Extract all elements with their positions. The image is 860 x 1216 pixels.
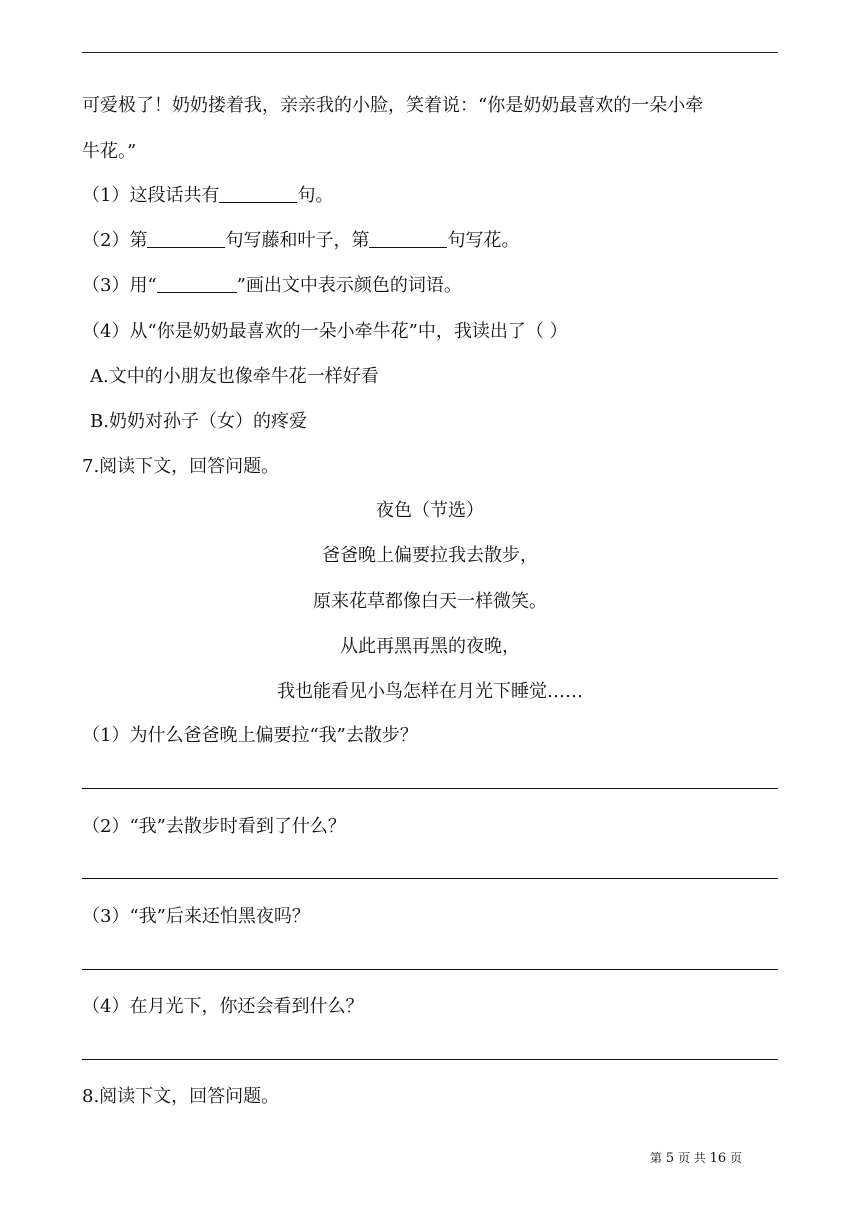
poem-line-3: 从此再黑再黑的夜晚，	[340, 636, 520, 657]
fill-blank-3[interactable]	[369, 229, 447, 248]
answer-line-1[interactable]	[82, 788, 778, 789]
q7-question-1: （1）为什么爸爸晚上偏要拉“我”去散步？	[82, 725, 418, 746]
answer-line-3[interactable]	[82, 969, 778, 970]
answer-line-4[interactable]	[82, 1059, 778, 1060]
passage-line-2: 牛花。”	[82, 141, 137, 162]
poem-title: 夜色（节选）	[376, 500, 484, 521]
q6-sub2-suffix: 句写花。	[447, 230, 520, 251]
q6-sub1	[82, 184, 333, 208]
q8-heading: 8.阅读下文，回答问题。	[82, 1086, 280, 1107]
q6-sub2	[82, 229, 519, 253]
poem-line-2: 原来花草都像白天一样微笑。	[313, 591, 547, 612]
footer-total-pages: 16	[709, 1151, 727, 1166]
footer-prefix: 第	[650, 1151, 663, 1165]
q7-heading: 7.阅读下文，回答问题。	[82, 456, 280, 477]
header-rule	[82, 52, 778, 53]
q6-sub3	[82, 274, 462, 298]
poem-line-4: 我也能看见小鸟怎样在月光下睡觉……	[277, 681, 583, 702]
q7-question-3: （3）“我”后来还怕黑夜吗？	[82, 906, 310, 927]
q7-question-2: （2）“我”去散步时看到了什么？	[82, 816, 346, 837]
page-footer	[650, 1150, 742, 1167]
q6-option-b[interactable]: B.奶奶对孙子（女）的疼爱	[90, 411, 307, 432]
q6-sub1-suffix: 句。	[297, 185, 334, 206]
fill-blank-4[interactable]	[157, 274, 237, 293]
q7-question-4: （4）在月光下，你还会看到什么？	[82, 996, 364, 1017]
fill-blank-1[interactable]	[219, 184, 297, 203]
q6-sub3-suffix: ”画出文中表示颜色的词语。	[236, 275, 462, 296]
q6-option-a[interactable]: A.文中的小朋友也像牵牛花一样好看	[90, 366, 379, 387]
footer-middle: 页 共	[677, 1151, 706, 1165]
footer-page-number: 5	[665, 1151, 675, 1166]
q6-sub2-mid: 句写藤和叶子，第	[225, 230, 370, 251]
q6-sub3-prefix: （3）用“	[82, 275, 157, 296]
answer-line-2[interactable]	[82, 878, 778, 879]
q6-sub1-prefix: （1）这段话共有	[82, 185, 220, 206]
q6-sub2-prefix: （2）第	[82, 230, 148, 251]
q6-sub4: （4）从“你是奶奶最喜欢的一朵小牵牛花”中，我读出了（ ）	[82, 321, 568, 342]
passage-line-1: 可爱极了！奶奶搂着我，亲亲我的小脸，笑着说：“你是奶奶最喜欢的一朵小牵	[82, 95, 704, 116]
fill-blank-2[interactable]	[147, 229, 225, 248]
footer-suffix: 页	[729, 1151, 742, 1165]
poem-line-1: 爸爸晚上偏要拉我去散步，	[322, 545, 538, 566]
